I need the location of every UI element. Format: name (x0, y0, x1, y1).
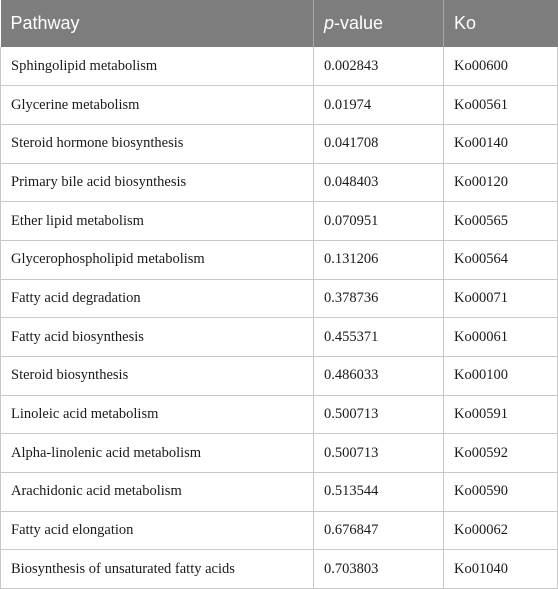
pvalue-cell: 0.048403 (314, 163, 444, 202)
pvalue-cell: 0.041708 (314, 124, 444, 163)
pvalue-cell: 0.378736 (314, 279, 444, 318)
pvalue-cell: 0.500713 (314, 434, 444, 473)
table-row (1, 240, 558, 279)
pathway-cell: Fatty acid elongation (1, 511, 314, 550)
ko-cell: Ko00565 (444, 202, 558, 241)
pvalue-cell: 0.002843 (314, 47, 444, 86)
ko-cell: Ko00062 (444, 511, 558, 550)
table-row (1, 318, 558, 357)
pathway-cell: Steroid hormone biosynthesis (1, 124, 314, 163)
table-row (1, 279, 558, 318)
pathway-cell: Fatty acid biosynthesis (1, 318, 314, 357)
ko-cell: Ko00590 (444, 473, 558, 512)
ko-cell: Ko00600 (444, 47, 558, 86)
pathway-cell: Primary bile acid biosynthesis (1, 163, 314, 202)
ko-cell: Ko00140 (444, 124, 558, 163)
header-pvalue-italic: p (324, 13, 335, 33)
pvalue-cell: 0.513544 (314, 473, 444, 512)
pathway-cell: Glycerophospholipid metabolism (1, 240, 314, 279)
table-row (1, 550, 558, 589)
pvalue-cell: 0.455371 (314, 318, 444, 357)
header-pathway: Pathway (1, 0, 314, 47)
header-pvalue-rest: -value (334, 13, 384, 33)
table-row (1, 434, 558, 473)
ko-cell: Ko01040 (444, 550, 558, 589)
pathway-cell: Steroid biosynthesis (1, 357, 314, 396)
ko-cell: Ko00100 (444, 357, 558, 396)
pvalue-cell: 0.500713 (314, 395, 444, 434)
ko-cell: Ko00592 (444, 434, 558, 473)
ko-cell: Ko00071 (444, 279, 558, 318)
header-pvalue (314, 0, 444, 47)
pathway-cell: Arachidonic acid metabolism (1, 473, 314, 512)
pathway-cell: Linoleic acid metabolism (1, 395, 314, 434)
table-row (1, 163, 558, 202)
ko-cell: Ko00591 (444, 395, 558, 434)
table-row (1, 395, 558, 434)
pathway-cell: Alpha-linolenic acid metabolism (1, 434, 314, 473)
pvalue-cell: 0.676847 (314, 511, 444, 550)
header-row (1, 0, 558, 47)
pvalue-cell: 0.131206 (314, 240, 444, 279)
ko-cell: Ko00564 (444, 240, 558, 279)
table-row (1, 202, 558, 241)
table-body (1, 47, 558, 589)
pvalue-cell: 0.01974 (314, 86, 444, 125)
table-row (1, 124, 558, 163)
ko-cell: Ko00120 (444, 163, 558, 202)
ko-cell: Ko00061 (444, 318, 558, 357)
pathway-cell: Ether lipid metabolism (1, 202, 314, 241)
table-row (1, 86, 558, 125)
pathway-cell: Fatty acid degradation (1, 279, 314, 318)
table-row (1, 47, 558, 86)
pvalue-cell: 0.486033 (314, 357, 444, 396)
pathway-cell: Glycerine metabolism (1, 86, 314, 125)
pathway-cell: Biosynthesis of unsaturated fatty acids (1, 550, 314, 589)
table-row (1, 473, 558, 512)
table-row (1, 511, 558, 550)
table-header (1, 0, 558, 47)
pvalue-cell: 0.703803 (314, 550, 444, 589)
header-ko: Ko (444, 0, 558, 47)
pathway-cell: Sphingolipid metabolism (1, 47, 314, 86)
table-row (1, 357, 558, 396)
ko-cell: Ko00561 (444, 86, 558, 125)
pvalue-cell: 0.070951 (314, 202, 444, 241)
